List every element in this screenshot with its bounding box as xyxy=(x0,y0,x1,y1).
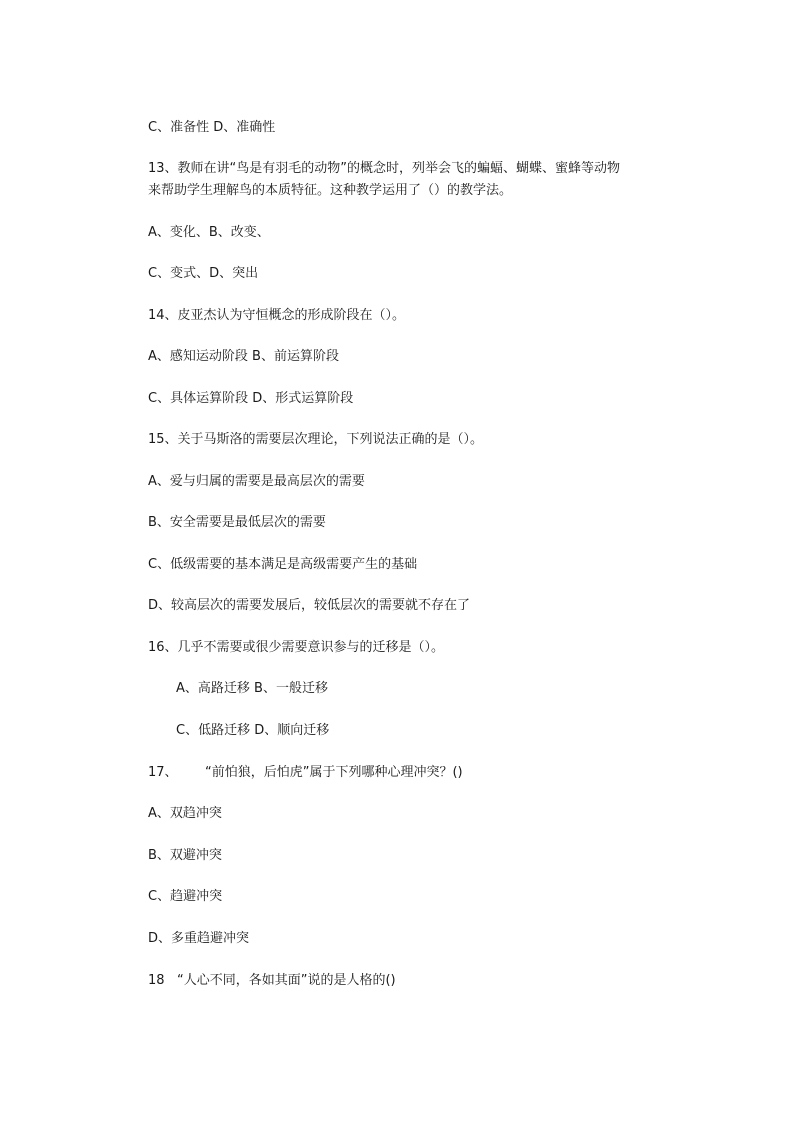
q12-options-cd: C、准备性 D、准确性 xyxy=(148,120,276,135)
q17-stem: “前怕狼，后怕虎”属于下列哪种心理冲突？() xyxy=(205,765,463,780)
q14-options-ab: A、感知运动阶段 B、前运算阶段 xyxy=(148,349,339,364)
q17-number: 17、 xyxy=(148,765,178,780)
q17-option-c: C、趋避冲突 xyxy=(148,889,223,904)
q14-stem: 14、皮亚杰认为守恒概念的形成阶段在（）。 xyxy=(148,308,406,323)
q16-options-ab: A、高路迁移 B、一般迁移 xyxy=(176,681,328,696)
q17-option-d: D、多重趋避冲突 xyxy=(148,931,250,946)
q16-options-cd: C、低路迁移 D、顺向迁移 xyxy=(176,723,330,738)
q13-stem-line2: 来帮助学生理解鸟的本质特征。这种教学运用了（）的教学法。 xyxy=(148,183,513,198)
q17-option-b: B、双避冲突 xyxy=(148,848,222,863)
q17-option-a: A、双趋冲突 xyxy=(148,806,222,821)
q13-options-cd: C、变式、D、突出 xyxy=(148,266,259,281)
q16-stem: 16、几乎不需要或很少需要意识参与的迁移是（）。 xyxy=(148,640,445,655)
q15-option-c: C、低级需要的基本满足是高级需要产生的基础 xyxy=(148,557,418,572)
q14-options-cd: C、具体运算阶段 D、形式运算阶段 xyxy=(148,391,354,406)
q15-option-b: B、安全需要是最低层次的需要 xyxy=(148,515,326,530)
q13-options-ab: A、变化、B、改变、 xyxy=(148,225,270,240)
q18-stem: “人心不同，各如其面”说的是人格的() xyxy=(177,973,396,988)
q18-number: 18 xyxy=(148,973,165,988)
q15-option-d: D、较高层次的需要发展后，较低层次的需要就不存在了 xyxy=(148,598,471,613)
q15-option-a: A、爱与归属的需要是最高层次的需要 xyxy=(148,474,365,489)
q13-stem-line1: 13、教师在讲“鸟是有羽毛的动物”的概念时，列举会飞的蝙蝠、蝴蝶、蜜蜂等动物 xyxy=(148,161,621,176)
q15-stem: 15、关于马斯洛的需要层次理论，下列说法正确的是（）。 xyxy=(148,432,484,447)
